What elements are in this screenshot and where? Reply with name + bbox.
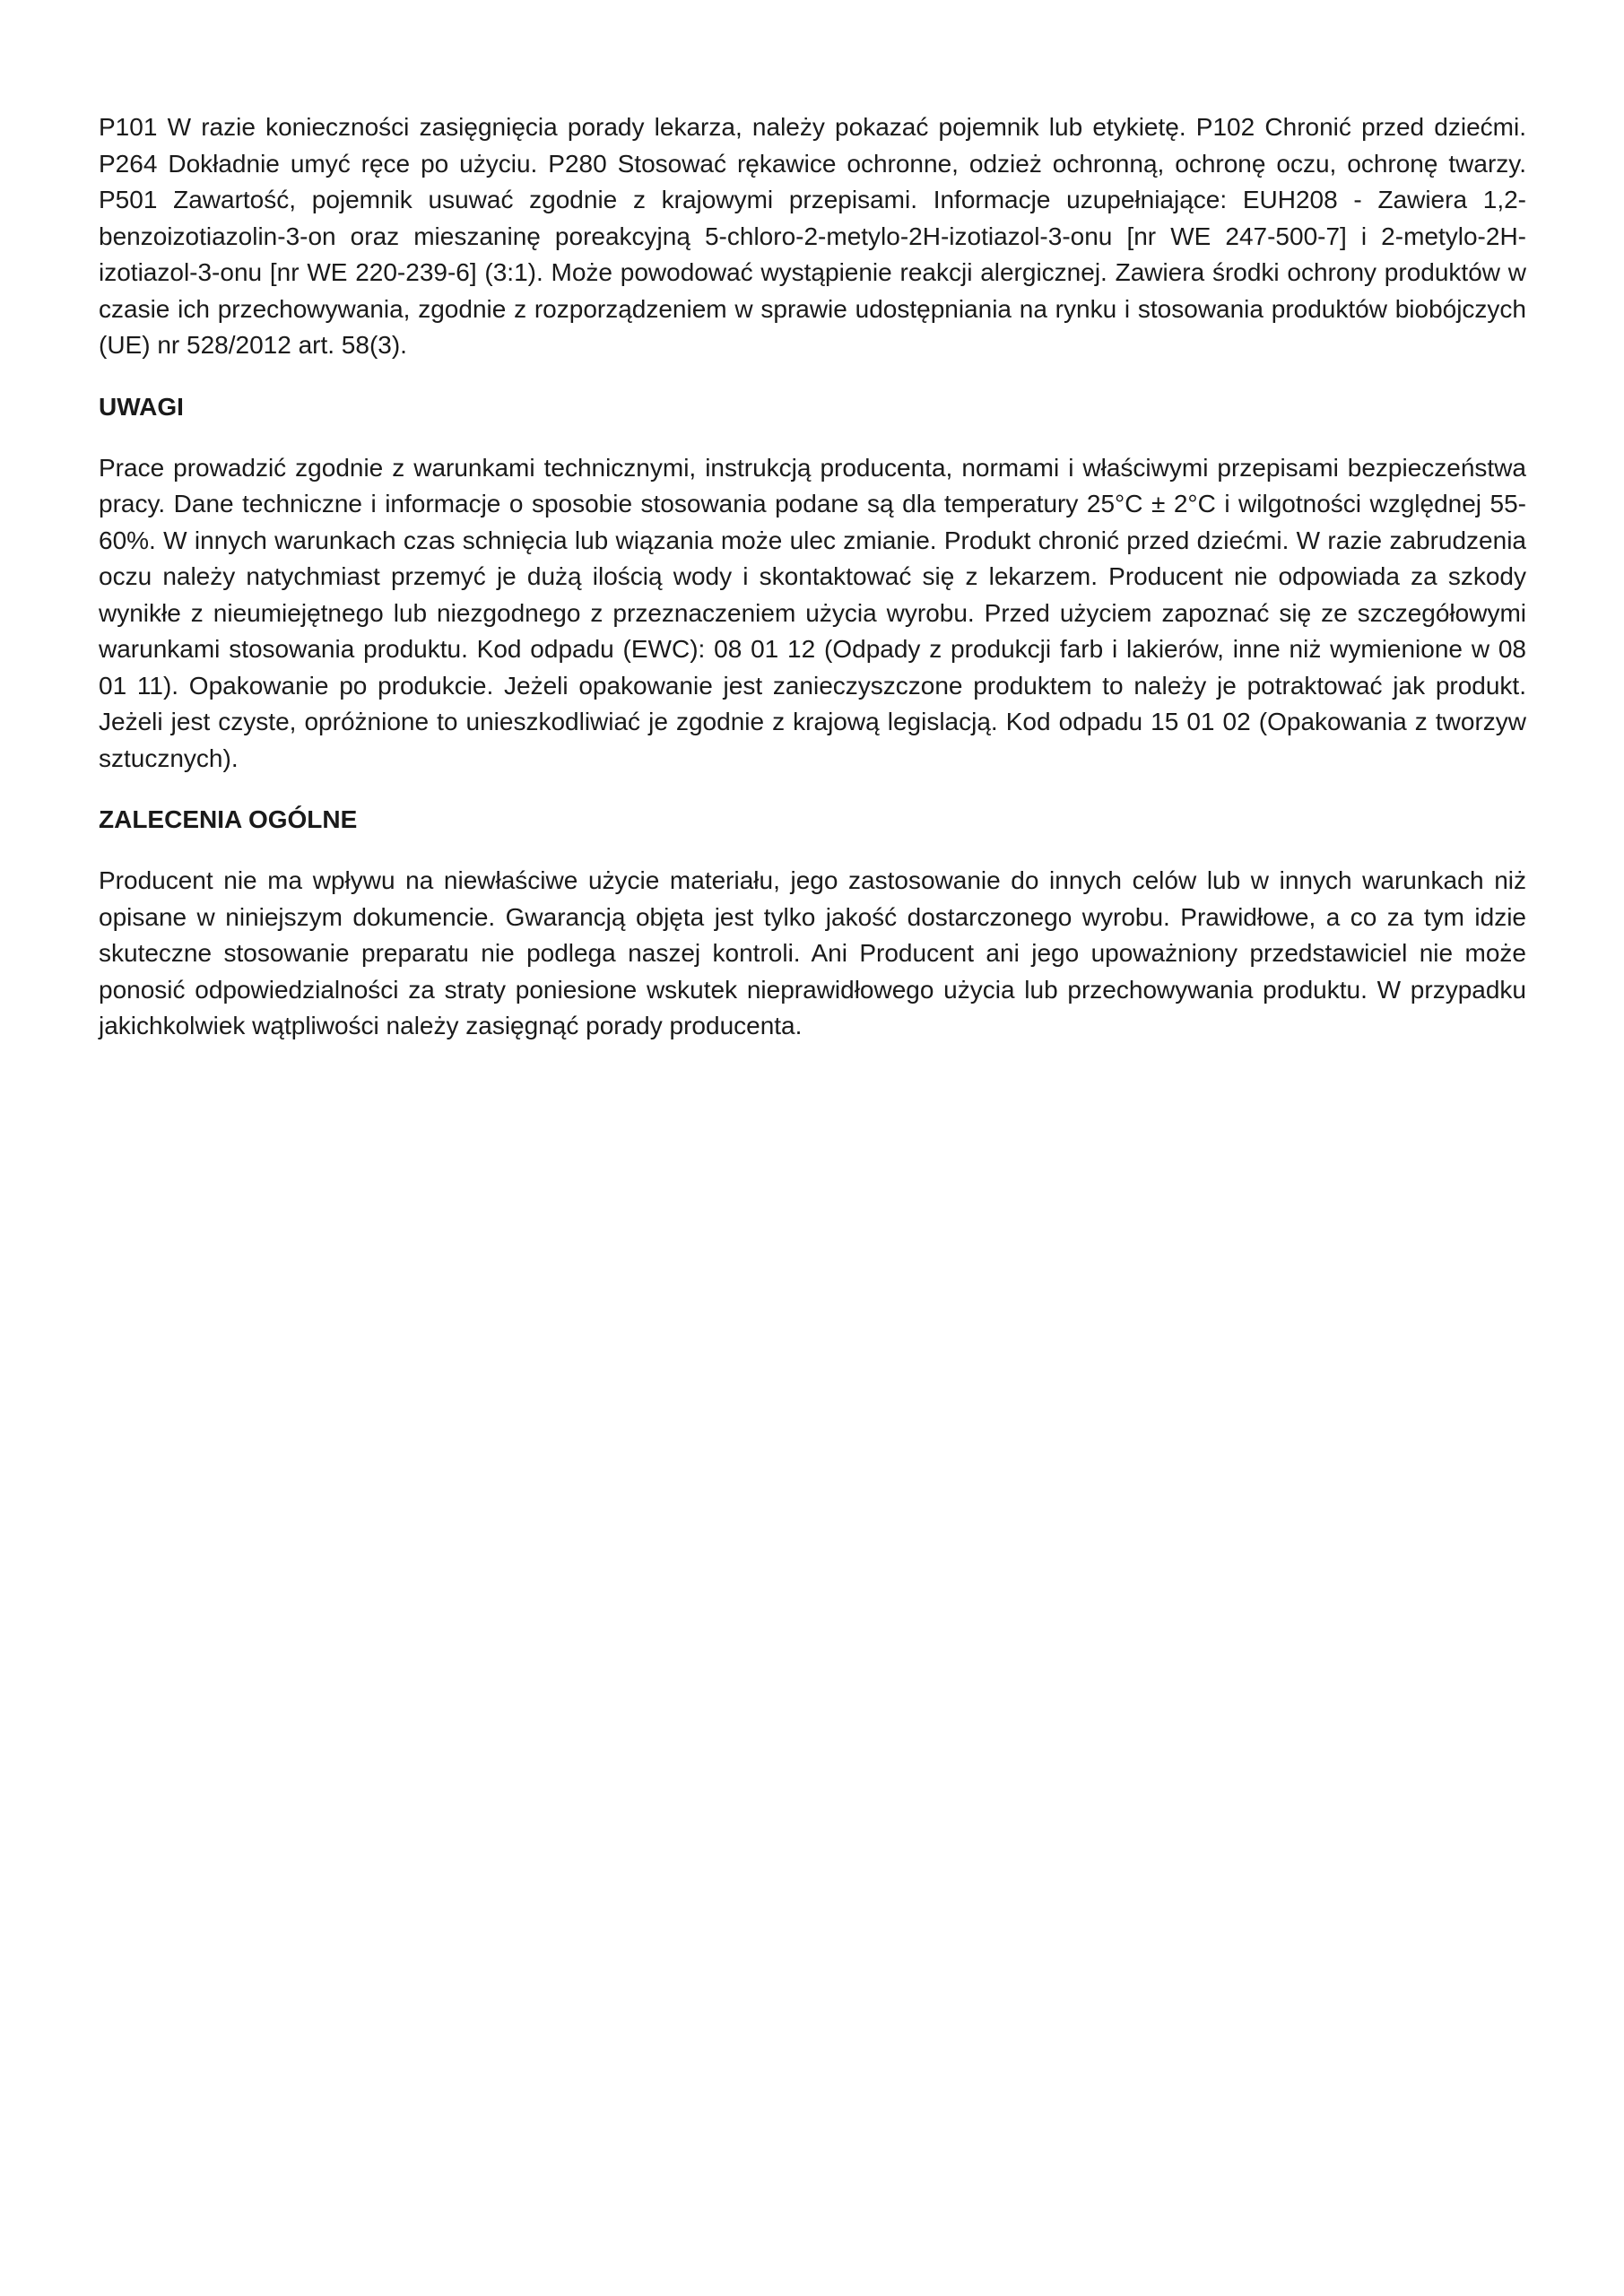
document-page <box>99 109 1526 1045</box>
zalecenia-ogolne-paragraph: Producent nie ma wpływu na niewłaściwe użycie materiału, jego zastosowanie do innych celów lub w innych warunkach niż opisane w niniejszym dokumencie. Gwarancją objęta jest tylko jakość dostarczonego wyrobu. Prawidłowe, a co za tym idzie skuteczne stosowanie preparatu nie podlega naszej kontroli. Ani Producent ani jego upoważniony przedstawiciel nie może ponosić odpowiedzialności za straty poniesione wskutek nieprawidłowego użycia lub przechowywania produktu. W przypadku jakichkolwiek wątpliwości należy zasięgnąć porady producenta. <box>99 866 1526 1039</box>
precautionary-statements-paragraph: P101 W razie konieczności zasięgnięcia porady lekarza, należy pokazać pojemnik lub etykietę. P102 Chronić przed dziećmi. P264 Dokładnie umyć ręce po użyciu. P280 Stosować rękawice ochronne, odzież ochronną, ochronę oczu, ochronę twarzy. P501 Zawartość, pojemnik usuwać zgodnie z krajowymi przepisami. Informacje uzupełniające: EUH208 - Zawiera 1,2- benzoizotiazolin-3-on oraz mieszaninę poreakcyjną 5-chloro-2-metylo-2H-izotiazol-3-onu [nr WE 247-500-7] i 2-metylo-2H-izotiazol-3-onu [nr WE 220-239-6] (3:1). Może powodować wystąpienie reakcji alergicznej. Zawiera środki ochrony produktów w czasie ich przechowywania, zgodnie z rozporządzeniem w sprawie udostępniania na rynku i stosowania produktów biobójczych (UE) nr 528/2012 art. 58(3). <box>99 113 1526 359</box>
zalecenia-ogolne-heading: ZALECENIA OGÓLNE <box>99 805 358 833</box>
uwagi-heading: UWAGI <box>99 392 184 421</box>
uwagi-paragraph: Prace prowadzić zgodnie z warunkami technicznymi, instrukcją producenta, normami i właściwymi przepisami bezpieczeństwa pracy. Dane techniczne i informacje o sposobie stosowania podane są dla temperatury 25°C ± 2°C i wilgotności względnej 55-60%. W innych warunkach czas schnięcia lub wiązania może ulec zmianie. Produkt chronić przed dziećmi. W razie zabrudzenia oczu należy natychmiast przemyć je dużą ilością wody i skontaktować się z lekarzem. Producent nie odpowiada za szkody wynikłe z nieumiejętnego lub niezgodnego z przeznaczeniem użycia wyrobu. Przed użyciem zapoznać się ze szczegółowymi warunkami stosowania produktu. Kod odpadu (EWC): 08 01 12 (Odpady z produkcji farb i lakierów, inne niż wymienione w 08 01 11). Opakowanie po produkcie. Jeżeli opakowanie jest zanieczyszczone produktem to należy je potraktować jak produkt. Jeżeli jest czyste, opróżnione to unieszkodliwiać je zgodnie z krajową legislacją. Kod odpadu 15 01 02 (Opakowania z tworzyw sztucznych). <box>99 453 1526 772</box>
